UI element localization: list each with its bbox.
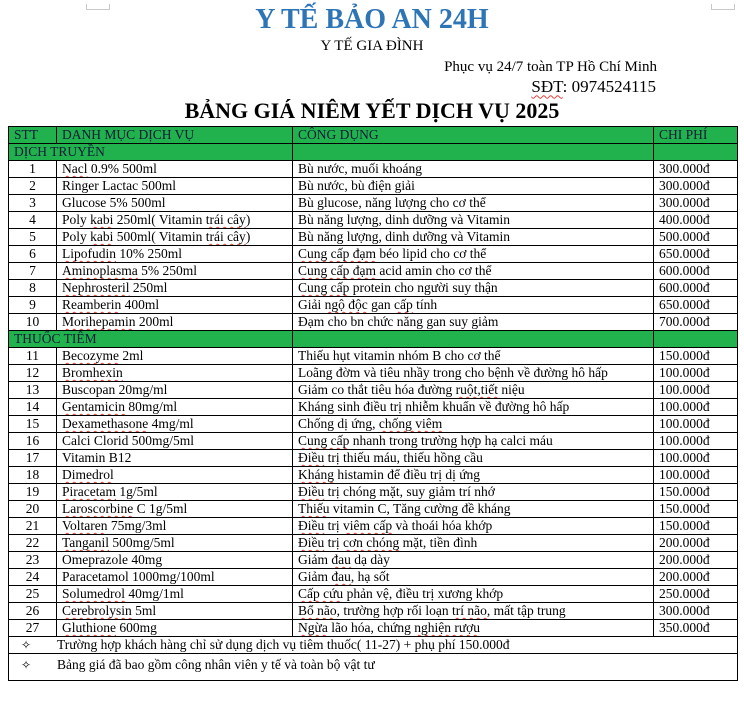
cell-price: 150.000đ	[654, 484, 738, 501]
cell-service-name: Tanganil 500mg/5ml	[57, 535, 293, 552]
cell-usage: Cung cấp nhanh trong trường hợp hạ calci máu	[293, 433, 654, 450]
cell-service-name: Piracetam 1g/5ml	[57, 484, 293, 501]
table-row	[9, 382, 738, 399]
cell-usage: Giảm co thắt tiêu hóa đường ruột,tiết niệu	[293, 382, 654, 399]
cell-service-name: Glucose 5% 500ml	[57, 195, 293, 212]
cell-usage: Chống dị ứng, chống viêm	[293, 416, 654, 433]
table-row	[9, 365, 738, 382]
cell-service-name: Becozyme 2ml	[57, 348, 293, 365]
page-subtitle: Y TẾ GIA ĐÌNH	[320, 38, 424, 55]
cell-stt: 17	[9, 450, 57, 467]
section-empty-cell	[293, 144, 654, 161]
cell-stt: 25	[9, 586, 57, 603]
cell-service-name: Calci Clorid 500mg/5ml	[57, 433, 293, 450]
cell-stt: 4	[9, 212, 57, 229]
cell-stt: 22	[9, 535, 57, 552]
cell-stt: 27	[9, 620, 57, 637]
cell-usage: Điều trị chóng mặt, suy giảm trí nhớ	[293, 484, 654, 501]
note-text: Bảng giá đã bao gồm công nhân viên y tế và toàn bộ vật tư	[57, 657, 375, 673]
table-row	[9, 518, 738, 535]
cell-price: 100.000đ	[654, 416, 738, 433]
cell-usage: Điều trị cơn chóng mặt, tiền đình	[293, 535, 654, 552]
cell-service-name: Reamberin 400ml	[57, 297, 293, 314]
cell-service-name: Morihepamin 200ml	[57, 314, 293, 331]
cell-price: 650.000đ	[654, 297, 738, 314]
page-title: Y TẾ BẢO AN 24H	[255, 4, 489, 35]
cell-price: 600.000đ	[654, 280, 738, 297]
cell-usage: Bù nước, bù điện giải	[293, 178, 654, 195]
cell-usage: Kháng histamin để điều trị dị ứng	[293, 467, 654, 484]
cell-stt: 8	[9, 280, 57, 297]
phone-line	[0, 77, 744, 97]
price-table-title: BẢNG GIÁ NIÊM YẾT DỊCH VỤ 2025	[184, 97, 560, 123]
cell-stt: 21	[9, 518, 57, 535]
col-header-usage: CÔNG DỤNG	[293, 127, 654, 144]
cell-usage: Cung cấp protein cho người suy thận	[293, 280, 654, 297]
cell-service-name: Cerebrolysin 5ml	[57, 603, 293, 620]
cell-usage: Bù năng lượng, dinh dưỡng và Vitamin	[293, 229, 654, 246]
cell-usage: Giảm đau dạ dày	[293, 552, 654, 569]
table-row	[9, 484, 738, 501]
cell-stt: 6	[9, 246, 57, 263]
cell-price: 500.000đ	[654, 229, 738, 246]
cell-service-name: Aminoplasma 5% 250ml	[57, 263, 293, 280]
cell-usage: Đạm cho bn chức năng gan suy giảm	[293, 314, 654, 331]
table-row	[9, 314, 738, 331]
cell-usage: Bù nước, muối khoáng	[293, 161, 654, 178]
cell-price: 300.000đ	[654, 178, 738, 195]
cell-usage: Kháng sinh điều trị nhiễm khuẩn về đường hô hấp	[293, 399, 654, 416]
cell-price: 300.000đ	[654, 195, 738, 212]
table-row	[9, 348, 738, 365]
page-margin-artifact	[86, 4, 110, 10]
cell-service-name: Ringer Lactac 500ml	[57, 178, 293, 195]
col-header-service: DANH MỤC DỊCH VỤ	[57, 127, 293, 144]
cell-price: 600.000đ	[654, 263, 738, 280]
cell-stt: 12	[9, 365, 57, 382]
cell-stt: 11	[9, 348, 57, 365]
table-header-row	[9, 127, 738, 144]
cell-price: 100.000đ	[654, 433, 738, 450]
table-row	[9, 620, 738, 637]
table-row	[9, 280, 738, 297]
cell-usage: Ngừa lão hóa, chứng nghiện rượu	[293, 620, 654, 637]
cell-usage: Bổ não, trường hợp rối loạn trí não, mất tập trung	[293, 603, 654, 620]
cell-service-name: Omeprazole 40mg	[57, 552, 293, 569]
cell-price: 100.000đ	[654, 467, 738, 484]
cell-usage: Điều trị viêm cấp và thoái hóa khớp	[293, 518, 654, 535]
diamond-bullet-icon: ✧	[21, 638, 32, 653]
cell-price: 100.000đ	[654, 399, 738, 416]
cell-price: 350.000đ	[654, 620, 738, 637]
table-row	[9, 178, 738, 195]
table-row	[9, 603, 738, 620]
cell-stt: 3	[9, 195, 57, 212]
cell-usage: Điều trị thiếu máu, thiếu hồng cầu	[293, 450, 654, 467]
cell-price: 200.000đ	[654, 569, 738, 586]
section-row	[9, 331, 738, 348]
cell-stt: 18	[9, 467, 57, 484]
table-row	[9, 586, 738, 603]
cell-price: 200.000đ	[654, 535, 738, 552]
cell-price: 150.000đ	[654, 518, 738, 535]
cell-usage: Thiếu hụt vitamin nhóm B cho cơ thể	[293, 348, 654, 365]
cell-price: 300.000đ	[654, 603, 738, 620]
table-row	[9, 501, 738, 518]
cell-price: 150.000đ	[654, 348, 738, 365]
cell-stt: 10	[9, 314, 57, 331]
table-row	[9, 535, 738, 552]
cell-usage: Cung cấp đạm béo lipid cho cơ thể	[293, 246, 654, 263]
cell-service-name: Lipofudin 10% 250ml	[57, 246, 293, 263]
cell-service-name: Poly kabi 250ml( Vitamin trái cây)	[57, 212, 293, 229]
cell-service-name: Nephrosteril 250ml	[57, 280, 293, 297]
cell-service-name: Dimedrol	[57, 467, 293, 484]
section-empty-cell	[293, 331, 654, 348]
cell-service-name: Vitamin B12	[57, 450, 293, 467]
col-header-price: CHI PHÍ	[654, 127, 738, 144]
cell-stt: 7	[9, 263, 57, 280]
cell-usage: Thiếu vitamin C, Tăng cường đề kháng	[293, 501, 654, 518]
cell-stt: 1	[9, 161, 57, 178]
table-row	[9, 246, 738, 263]
cell-service-name: Dexamethasone 4mg/ml	[57, 416, 293, 433]
cell-service-name: Voltaren 75mg/3ml	[57, 518, 293, 535]
cell-usage: Bù glucose, năng lượng cho cơ thể	[293, 195, 654, 212]
cell-stt: 26	[9, 603, 57, 620]
table-row	[9, 569, 738, 586]
cell-usage: Bù năng lượng, dinh dưỡng và Vitamin	[293, 212, 654, 229]
section-row	[9, 144, 738, 161]
table-row	[9, 467, 738, 484]
col-header-stt: STT	[9, 127, 57, 144]
cell-price: 250.000đ	[654, 586, 738, 603]
cell-price: 700.000đ	[654, 314, 738, 331]
service-coverage-text: Phục vụ 24/7 toàn TP Hồ Chí Minh	[444, 59, 657, 76]
cell-stt: 19	[9, 484, 57, 501]
price-table-body	[9, 127, 738, 681]
note-row	[9, 637, 738, 654]
cell-usage: Giảm đau, hạ sốt	[293, 569, 654, 586]
cell-service-name: Bromhexin	[57, 365, 293, 382]
cell-usage: Loãng đờm và tiêu nhầy trong cho bệnh về đường hô hấp	[293, 365, 654, 382]
table-row	[9, 450, 738, 467]
cell-usage: Cung cấp đạm acid amin cho cơ thể	[293, 263, 654, 280]
phone-separator: :	[562, 77, 572, 97]
cell-price: 400.000đ	[654, 212, 738, 229]
cell-service-name: Nacl 0.9% 500ml	[57, 161, 293, 178]
cell-service-name: Laroscorbine C 1g/5ml	[57, 501, 293, 518]
section-label: DỊCH TRUYỀN	[9, 144, 293, 161]
phone-number: 0974524115	[571, 77, 656, 97]
cell-price: 650.000đ	[654, 246, 738, 263]
table-row	[9, 399, 738, 416]
table-row	[9, 263, 738, 280]
table-row	[9, 416, 738, 433]
note-text: Trường hợp khách hàng chỉ sử dụng dịch vụ tiêm thuốc( 11-27) + phụ phí 150.000đ	[57, 637, 510, 653]
table-row	[9, 195, 738, 212]
cell-stt: 20	[9, 501, 57, 518]
cell-usage: Giải ngộ độc gan cấp tính	[293, 297, 654, 314]
cell-service-name: Gluthione 600mg	[57, 620, 293, 637]
cell-service-name: Poly kabi 500ml( Vitamin trái cây)	[57, 229, 293, 246]
cell-stt: 9	[9, 297, 57, 314]
cell-stt: 2	[9, 178, 57, 195]
cell-price: 100.000đ	[654, 365, 738, 382]
cell-service-name: Buscopan 20mg/ml	[57, 382, 293, 399]
table-row	[9, 433, 738, 450]
cell-stt: 15	[9, 416, 57, 433]
cell-price: 300.000đ	[654, 161, 738, 178]
cell-service-name: Gentamicin 80mg/ml	[57, 399, 293, 416]
price-table	[8, 126, 738, 681]
phone-label: SĐT	[531, 77, 563, 97]
diamond-bullet-icon: ✧	[21, 658, 32, 673]
cell-price: 150.000đ	[654, 501, 738, 518]
cell-stt: 23	[9, 552, 57, 569]
table-row	[9, 161, 738, 178]
table-row	[9, 552, 738, 569]
cell-stt: 24	[9, 569, 57, 586]
cell-stt: 5	[9, 229, 57, 246]
note-row	[9, 654, 738, 681]
cell-stt: 16	[9, 433, 57, 450]
cell-price: 100.000đ	[654, 382, 738, 399]
cell-price: 100.000đ	[654, 450, 738, 467]
table-row	[9, 297, 738, 314]
section-empty-cell	[654, 331, 738, 348]
cell-price: 200.000đ	[654, 552, 738, 569]
page-margin-artifact	[711, 4, 735, 10]
cell-service-name: Solumedrol 40mg/1ml	[57, 586, 293, 603]
table-row	[9, 212, 738, 229]
section-label: THUỐC TIÊM	[9, 331, 293, 348]
cell-stt: 14	[9, 399, 57, 416]
cell-service-name: Paracetamol 1000mg/100ml	[57, 569, 293, 586]
cell-stt: 13	[9, 382, 57, 399]
cell-usage: Cấp cứu phản vệ, điều trị xương khớp	[293, 586, 654, 603]
section-empty-cell	[654, 144, 738, 161]
table-row	[9, 229, 738, 246]
